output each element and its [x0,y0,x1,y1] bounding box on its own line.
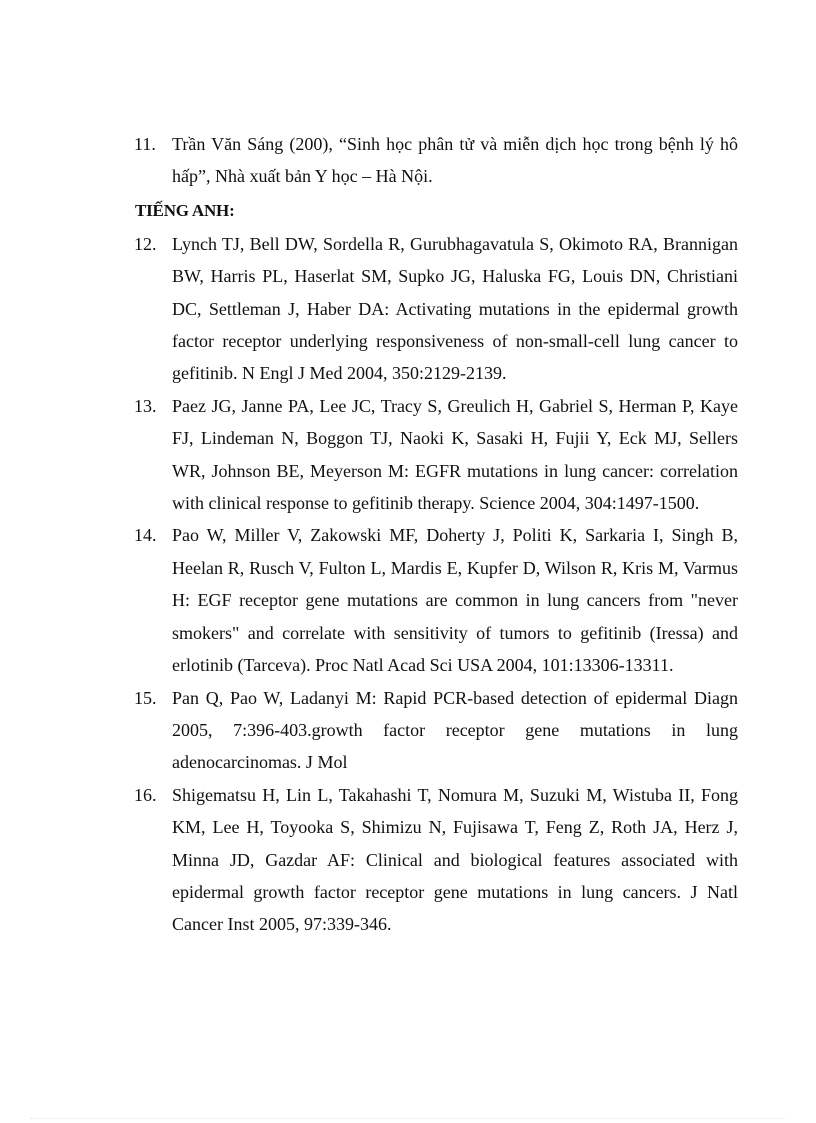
reference-number: 11. [134,134,156,154]
section-heading-english: TIẾNG ANH: [135,200,235,220]
reference-number: 14. [134,525,157,546]
reference-number: 15. [134,687,157,708]
reference-text: Paez JG, Janne PA, Lee JC, Tracy S, Greulich H, Gabriel S, Herman P, Kaye FJ, Lindeman N, Boggon TJ, Naoki K, Sasaki H, Fujii Y, Eck MJ, Sellers WR, Johnson BE, Meyerson M: EGFR mutations in lung cancer: correlation with clinical response to gefitinib therapy. Science 2004, 304:1497-1500. [172,395,738,514]
reference-text: Pao W, Miller V, Zakowski MF, Doherty J, Politi K, Sarkaria I, Singh B, Heelan R, Rusch V, Fulton L, Mardis E, Kupfer D, Wilson R, Kris M, Varmus H: EGF receptor gene mutations are common in lung cancers from "never smokers" and correlate with sensitivity of tumors to gefitinib (Iressa) and erlotinib (Tarceva). Proc Natl Acad Sci USA 2004, 101:13306-13311. [172,525,738,676]
reference-number: 16. [134,784,157,805]
reference-item-12 [134,228,738,390]
reference-item-15 [134,682,738,779]
page-bottom-divider [30,1118,786,1119]
reference-text: Pan Q, Pao W, Ladanyi M: Rapid PCR-based detection of epidermal Diagn 2005, 7:396-403.growth factor receptor gene mutations in lung adenocarcinomas. J Mol [172,687,738,773]
reference-item-16 [134,779,738,941]
reference-item-14 [134,519,738,681]
reference-item-13 [134,390,738,520]
reference-text: Shigematsu H, Lin L, Takahashi T, Nomura M, Suzuki M, Wistuba II, Fong KM, Lee H, Toyooka S, Shimizu N, Fujisawa T, Feng Z, Roth JA, Herz J, Minna JD, Gazdar AF: Clinical and biological features associated with epidermal growth factor receptor gene mutations in lung cancers. J Natl Cancer Inst 2005, 97:339-346. [172,784,738,935]
reference-text: Lynch TJ, Bell DW, Sordella R, Gurubhagavatula S, Okimoto RA, Brannigan BW, Harris PL, Haserlat SM, Supko JG, Haluska FG, Louis DN, Christiani DC, Settleman J, Haber DA: Activating mutations in the epidermal growth factor receptor underlying responsiveness of non-small-cell lung cancer to gefitinib. N Engl J Med 2004, 350:2129-2139. [172,233,738,384]
reference-item-11 [134,128,738,193]
reference-number: 13. [134,395,157,416]
reference-list [134,128,738,941]
reference-number: 12. [134,233,157,254]
reference-text: Trần Văn Sáng (200), “Sinh học phân tử và miễn dịch học trong bệnh lý hô hấp”, Nhà xuất bản Y học – Hà Nội. [172,134,738,187]
